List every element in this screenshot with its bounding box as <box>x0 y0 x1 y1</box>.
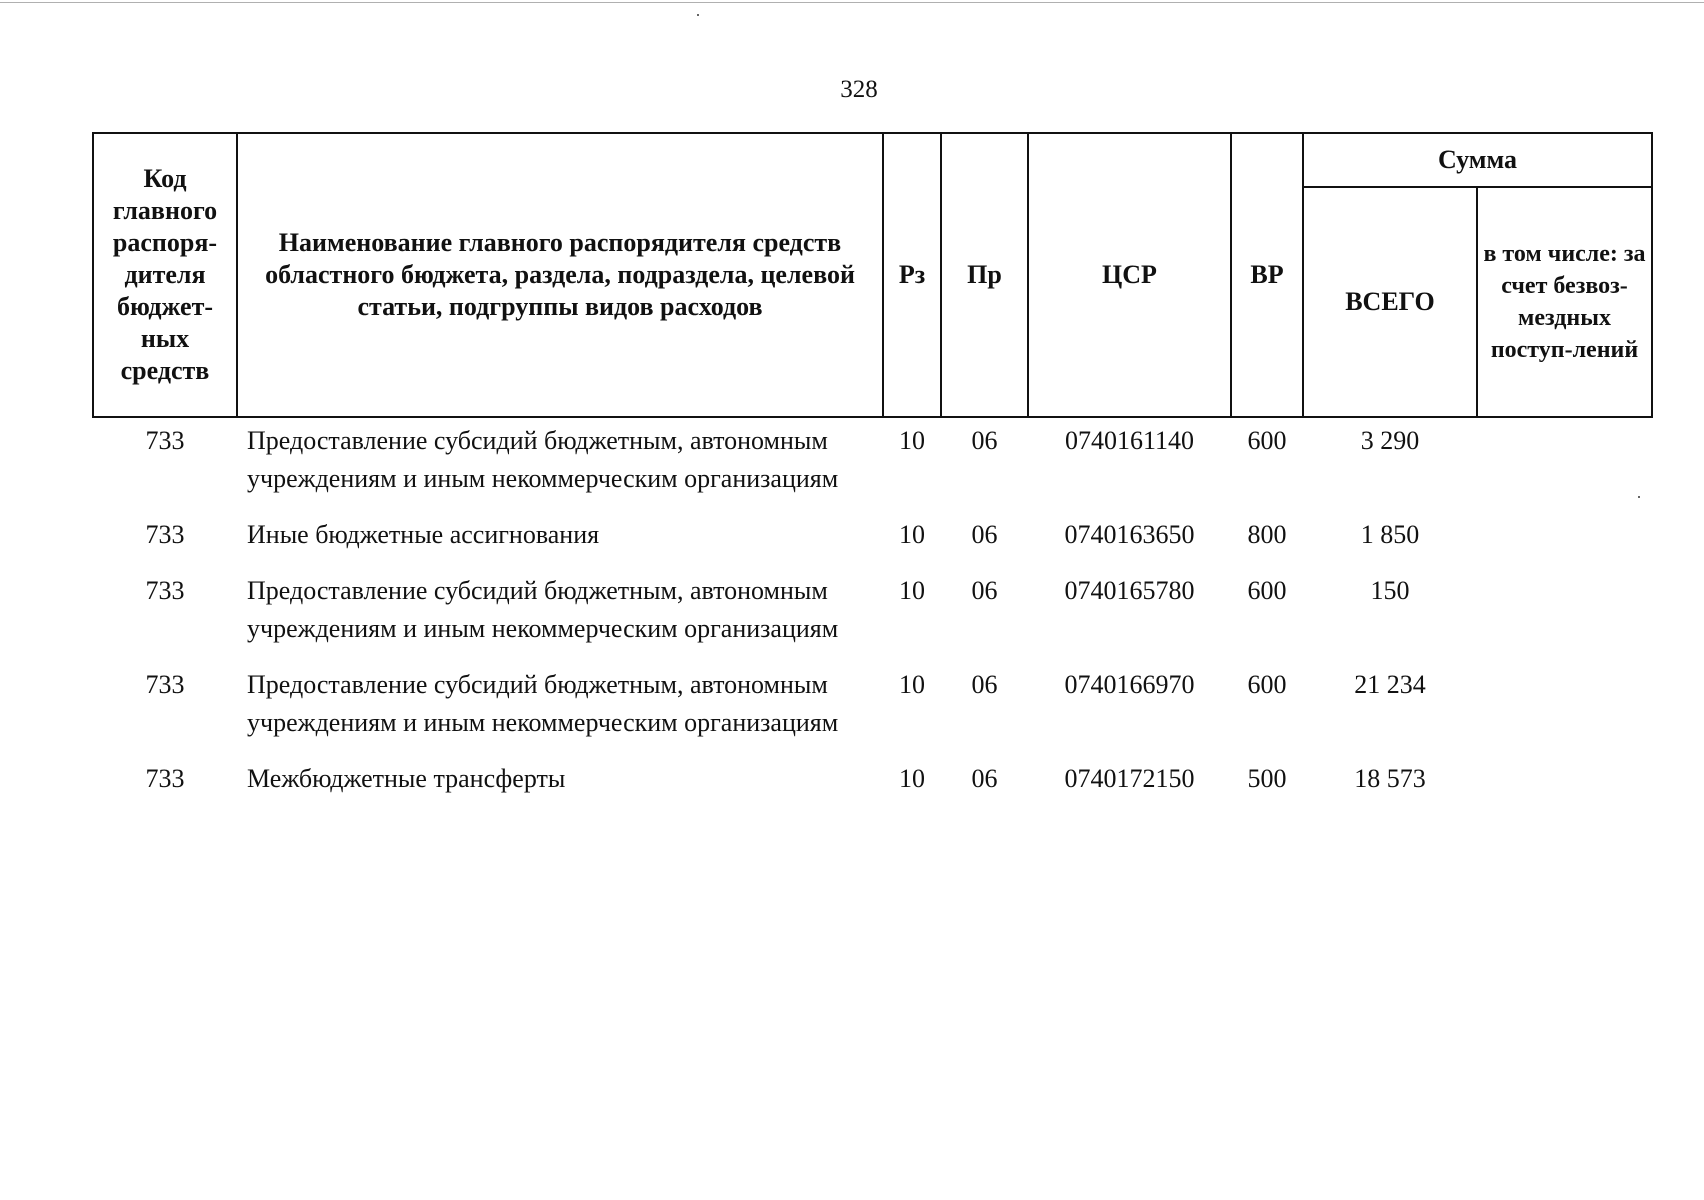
cell-rz: 10 <box>899 426 925 455</box>
cell-free-receipts <box>1477 417 1652 514</box>
cell-csr: 0740165780 <box>1064 576 1195 605</box>
header-code: Код главного распоря-дителя бюджет-ных средств <box>93 133 237 417</box>
cell-total: 18 573 <box>1354 764 1426 793</box>
page-number: 328 <box>840 76 878 103</box>
header-free-receipts: в том числе: за счет безвоз-мездных поступ-лений <box>1477 187 1652 417</box>
cell-csr: 0740166970 <box>1064 670 1195 699</box>
cell-pr: 06 <box>971 576 998 605</box>
header-total: ВСЕГО <box>1303 187 1477 417</box>
cell-code: 733 <box>145 576 185 605</box>
cell-code: 733 <box>145 764 185 793</box>
table-row <box>93 417 1652 514</box>
cell-vr: 500 <box>1247 764 1287 793</box>
cell-total: 3 290 <box>1360 426 1420 455</box>
cell-vr: 600 <box>1247 426 1287 455</box>
cell-total: 1 850 <box>1360 520 1420 549</box>
budget-table <box>92 132 1653 814</box>
header-name: Наименование главного распорядителя средств областного бюджета, раздела, подраздела, целевой статьи, подгруппы видов расходов <box>237 133 883 417</box>
cell-total: 21 234 <box>1354 670 1426 699</box>
header-rz: Рз <box>883 133 941 417</box>
table-row <box>93 514 1652 570</box>
table-row <box>93 664 1652 758</box>
cell-free-receipts <box>1477 758 1652 814</box>
cell-pr: 06 <box>971 426 998 455</box>
cell-free-receipts <box>1477 664 1652 758</box>
table-row <box>93 570 1652 664</box>
cell-rz: 10 <box>899 576 925 605</box>
cell-pr: 06 <box>971 670 998 699</box>
cell-rz: 10 <box>899 764 925 793</box>
cell-vr: 800 <box>1247 520 1287 549</box>
cell-total: 150 <box>1370 576 1410 605</box>
scan-top-rule <box>0 2 1704 3</box>
cell-code: 733 <box>145 670 185 699</box>
cell-name: Межбюджетные трансферты <box>247 764 566 793</box>
header-csr: ЦСР <box>1028 133 1231 417</box>
cell-name: Предоставление субсидий бюджетным, автономным учреждениям и иным некоммерческим организациям <box>247 426 839 493</box>
header-sum: Сумма <box>1303 133 1652 187</box>
cell-name: Иные бюджетные ассигнования <box>247 520 600 549</box>
table-row <box>93 758 1652 814</box>
cell-pr: 06 <box>971 520 998 549</box>
cell-name: Предоставление субсидий бюджетным, автономным учреждениям и иным некоммерческим организациям <box>247 670 839 737</box>
cell-free-receipts <box>1477 514 1652 570</box>
cell-code: 733 <box>145 426 185 455</box>
cell-vr: 600 <box>1247 576 1287 605</box>
header-vr: ВР <box>1231 133 1303 417</box>
cell-free-receipts <box>1477 570 1652 664</box>
cell-csr: 0740163650 <box>1064 520 1195 549</box>
scan-speck <box>697 14 699 16</box>
cell-code: 733 <box>145 520 185 549</box>
cell-vr: 600 <box>1247 670 1287 699</box>
cell-rz: 10 <box>899 520 925 549</box>
cell-csr: 0740161140 <box>1064 426 1195 455</box>
header-pr: Пр <box>941 133 1028 417</box>
cell-name: Предоставление субсидий бюджетным, автономным учреждениям и иным некоммерческим организациям <box>247 576 839 643</box>
cell-rz: 10 <box>899 670 925 699</box>
cell-csr: 0740172150 <box>1064 764 1195 793</box>
cell-pr: 06 <box>971 764 998 793</box>
